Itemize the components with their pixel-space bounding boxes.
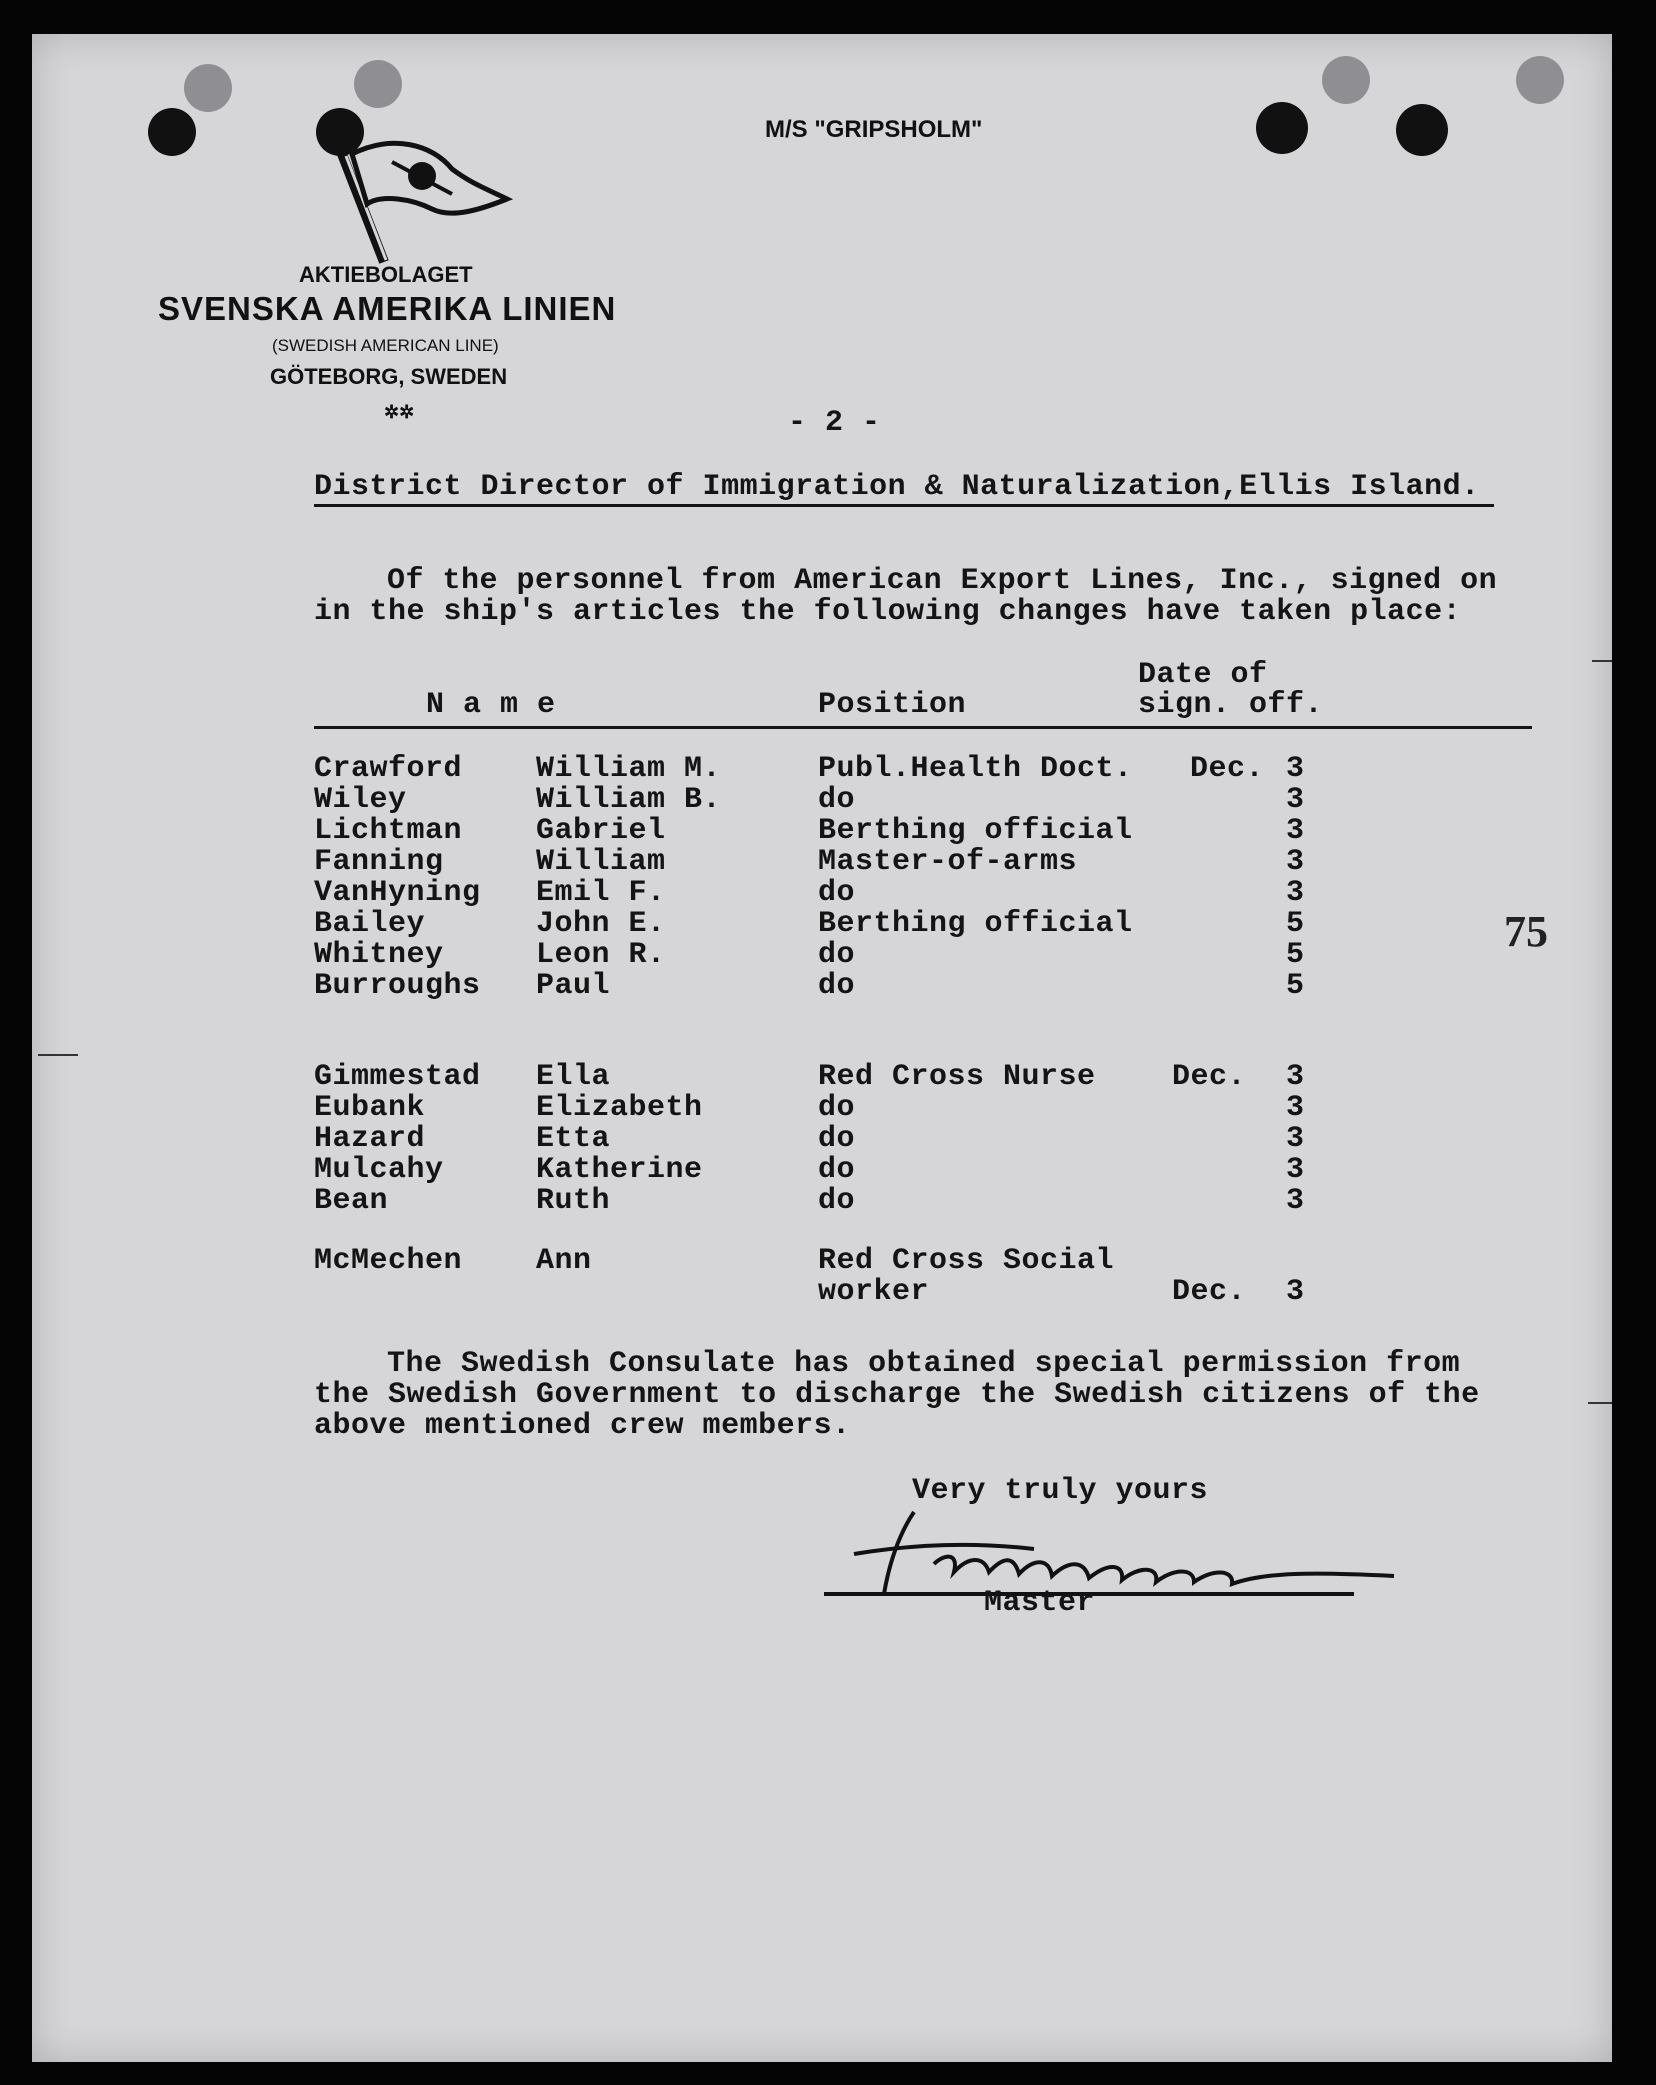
surname: Whitney bbox=[314, 938, 444, 972]
day: 3 bbox=[1286, 814, 1305, 848]
given-name: William bbox=[536, 845, 666, 879]
surname: Burroughs bbox=[314, 969, 481, 1003]
surname: Mulcahy bbox=[314, 1153, 444, 1187]
given-name: Ruth bbox=[536, 1184, 611, 1218]
margin-annotation: 75 bbox=[1504, 907, 1548, 956]
surname: Bailey bbox=[314, 907, 426, 941]
document-page bbox=[32, 34, 1612, 2062]
surname: VanHyning bbox=[314, 876, 481, 910]
position-line-2: worker bbox=[818, 1275, 930, 1309]
surname: Gimmestad bbox=[314, 1060, 481, 1094]
body-line-3: above mentioned crew members. bbox=[314, 1409, 851, 1443]
day: 3 bbox=[1286, 845, 1305, 879]
month: Dec. bbox=[1172, 1060, 1247, 1094]
given-name: Gabriel bbox=[536, 814, 666, 848]
position: Red Cross Nurse bbox=[818, 1060, 1096, 1094]
header-name: N a m e bbox=[426, 688, 556, 722]
punch-hole bbox=[1396, 104, 1448, 156]
body-line-2: the Swedish Government to discharge the Swedish citizens of the bbox=[314, 1378, 1480, 1412]
position: do bbox=[818, 1091, 856, 1125]
day: 3 bbox=[1286, 1275, 1305, 1309]
surname: Wiley bbox=[314, 783, 407, 817]
given-name: Leon R. bbox=[536, 938, 666, 972]
margin-mark bbox=[1592, 660, 1612, 662]
position: do bbox=[818, 1184, 856, 1218]
given-name: Emil F. bbox=[536, 876, 666, 910]
day: 5 bbox=[1286, 969, 1305, 1003]
surname: Lichtman bbox=[314, 814, 463, 848]
given-name: Elizabeth bbox=[536, 1091, 703, 1125]
punch-hole bbox=[148, 108, 196, 156]
intro-line-2: in the ship's articles the following changes have taken place: bbox=[314, 595, 1462, 629]
company-name: SVENSKA AMERIKA LINIEN bbox=[158, 290, 617, 327]
position: do bbox=[818, 876, 856, 910]
day: 3 bbox=[1286, 1122, 1305, 1156]
intro-line-1: Of the personnel from American Export Lines, Inc., signed on bbox=[387, 564, 1498, 598]
position: do bbox=[818, 1153, 856, 1187]
given-name: William B. bbox=[536, 783, 722, 817]
position: Master-of-arms bbox=[818, 845, 1078, 879]
day: 3 bbox=[1286, 783, 1305, 817]
surname: Hazard bbox=[314, 1122, 426, 1156]
position: Publ.Health Doct. bbox=[818, 752, 1133, 786]
punch-hole bbox=[354, 60, 402, 108]
signatory-title: Master bbox=[984, 1586, 1096, 1620]
position: Red Cross Social bbox=[818, 1244, 1115, 1278]
header-position: Position bbox=[818, 688, 967, 722]
surname: Fanning bbox=[314, 845, 444, 879]
addressee-underline bbox=[314, 504, 1494, 507]
surname: Crawford bbox=[314, 752, 463, 786]
day: 3 bbox=[1286, 1060, 1305, 1094]
body-line-1: The Swedish Consulate has obtained special permission from bbox=[387, 1347, 1461, 1381]
given-name: Etta bbox=[536, 1122, 611, 1156]
given-name: William M. bbox=[536, 752, 722, 786]
flag-logo-icon bbox=[322, 114, 522, 264]
day: 3 bbox=[1286, 876, 1305, 910]
punch-hole bbox=[1256, 102, 1308, 154]
punch-hole bbox=[184, 64, 232, 112]
header-date-2: sign. off. bbox=[1138, 688, 1324, 722]
day: 5 bbox=[1286, 907, 1305, 941]
ship-name: M/S "GRIPSHOLM" bbox=[765, 116, 983, 143]
company-prefix: AKTIEBOLAGET bbox=[299, 262, 473, 287]
day: 5 bbox=[1286, 938, 1305, 972]
company-city: GÖTEBORG, SWEDEN bbox=[270, 364, 508, 389]
day: 3 bbox=[1286, 752, 1305, 786]
margin-mark bbox=[38, 1054, 78, 1056]
position: Berthing official bbox=[818, 907, 1133, 941]
addressee: District Director of Immigration & Naturalization,Ellis Island. bbox=[314, 470, 1480, 504]
position: do bbox=[818, 1122, 856, 1156]
company-english: (SWEDISH AMERICAN LINE) bbox=[272, 336, 499, 355]
margin-mark bbox=[1588, 1402, 1612, 1404]
month: Dec. bbox=[1190, 752, 1265, 786]
surname: Bean bbox=[314, 1184, 389, 1218]
surname: McMechen bbox=[314, 1244, 463, 1278]
day: 3 bbox=[1286, 1184, 1305, 1218]
month: Dec. bbox=[1172, 1275, 1247, 1309]
punch-hole bbox=[1516, 56, 1564, 104]
position: do bbox=[818, 938, 856, 972]
given-name: Ann bbox=[536, 1244, 592, 1278]
position: do bbox=[818, 969, 856, 1003]
header-rule bbox=[314, 726, 1532, 729]
given-name: Ella bbox=[536, 1060, 611, 1094]
day: 3 bbox=[1286, 1091, 1305, 1125]
ornament: ✲✲ bbox=[384, 402, 415, 422]
punch-hole bbox=[1322, 56, 1370, 104]
closing: Very truly yours bbox=[912, 1474, 1209, 1508]
header-date-1: Date of bbox=[1138, 658, 1268, 692]
signature-icon bbox=[794, 1494, 1414, 1624]
surname: Eubank bbox=[314, 1091, 426, 1125]
given-name: Katherine bbox=[536, 1153, 703, 1187]
given-name: John E. bbox=[536, 907, 666, 941]
page-number: - 2 - bbox=[788, 406, 881, 440]
position: do bbox=[818, 783, 856, 817]
day: 3 bbox=[1286, 1153, 1305, 1187]
given-name: Paul bbox=[536, 969, 611, 1003]
position: Berthing official bbox=[818, 814, 1133, 848]
